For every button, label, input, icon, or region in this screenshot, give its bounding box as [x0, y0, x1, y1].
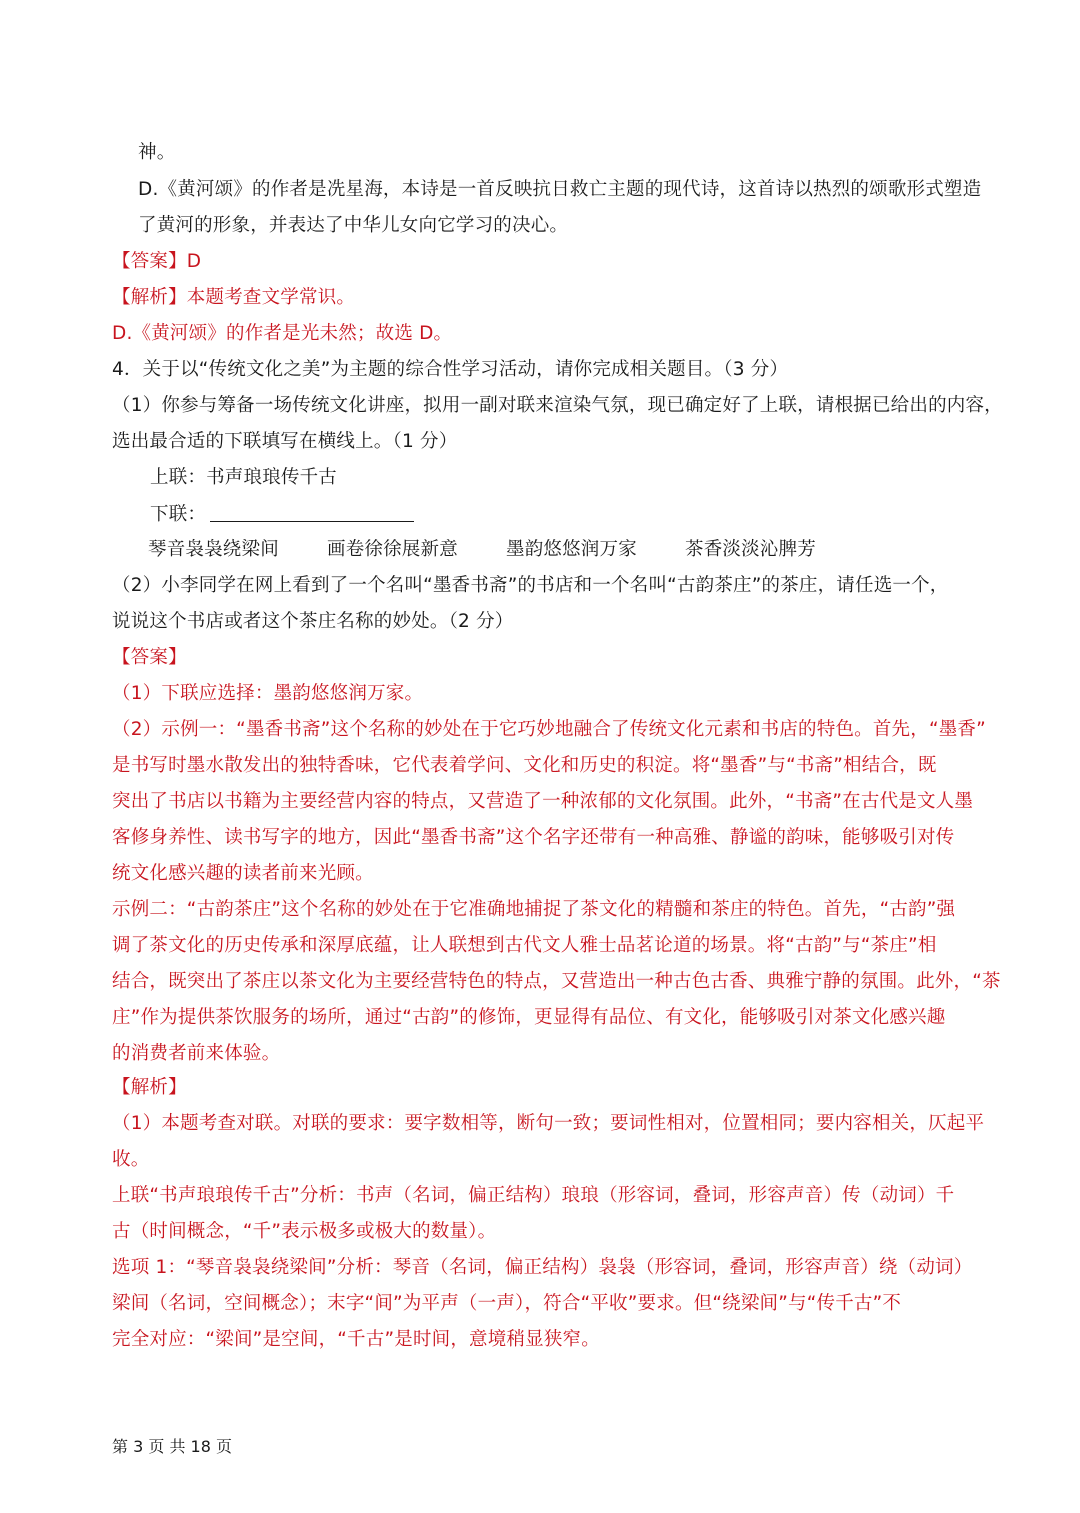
answer-example2: 庄”作为提供茶饮服务的场所，通过“古韵”的修饰，更显得有品位、有文化，能够吸引对茶文化感兴趣 [112, 1007, 946, 1028]
couplet-options [148, 537, 1008, 563]
prev-analysis-text: D.《黄河颂》的作者是光未然；故选 D。 [112, 323, 453, 344]
prev-option-d: D.《黄河颂》的作者是冼星海，本诗是一首反映抗日救亡主题的现代诗，这首诗以热烈的颂歌形式塑造 [138, 179, 982, 200]
option-1: 琴音袅袅绕梁间 [148, 539, 279, 560]
analysis-text: 选项 1：“琴音袅袅绕梁间”分析：琴音（名词，偏正结构）袅袅（形容词，叠词，形容声音）绕（动词） [112, 1257, 973, 1278]
analysis-text: 梁间（名词，空间概念）；末字“间”为平声（一声），符合“平收”要求。但“绕梁间”与“传千古”不 [112, 1293, 902, 1314]
analysis-label: 【解析】 [112, 1077, 187, 1098]
option-3: 墨韵悠悠润万家 [506, 539, 637, 560]
lower-couplet-label: 下联： [150, 504, 207, 525]
prev-analysis-label: 【解析】本题考查文学常识。 [112, 287, 356, 308]
answer-example2: 示例二：“古韵茶庄”这个名称的妙处在于它准确地捕捉了茶文化的精髓和茶庄的特色。首先，“古韵”强 [112, 899, 956, 920]
answer-example1: 是书写时墨水散发出的独特香味，它代表着学问、文化和历史的积淀。将“墨香”与“书斋”相结合，既 [112, 755, 937, 776]
question-4-part2: 说说这个书店或者这个茶庄名称的妙处。（2 分） [112, 611, 514, 632]
analysis-text: 收。 [112, 1149, 150, 1170]
analysis-text: 上联“书声琅琅传千古”分析：书声（名词，偏正结构）琅琅（形容词，叠词，形容声音）传（动词）千 [112, 1185, 955, 1206]
answer-example1: （2）示例一：“墨香书斋”这个名称的妙处在于它巧妙地融合了传统文化元素和书店的特色。首先，“墨香” [112, 719, 986, 740]
answer-label: 【答案】 [112, 647, 187, 668]
answer-example2: 结合，既突出了茶庄以茶文化为主要经营特色的特点，又营造出一种古色古香、典雅宁静的氛围。此外，“茶 [112, 971, 1001, 992]
prev-text-line: 神。 [138, 142, 176, 163]
answer-part1: （1）下联应选择：墨韵悠悠润万家。 [112, 683, 424, 704]
answer-example2: 的消费者前来体验。 [112, 1043, 281, 1064]
analysis-text: 古（时间概念，“千”表示极多或极大的数量）。 [112, 1221, 497, 1242]
answer-example1: 突出了书店以书籍为主要经营内容的特点，又营造了一种浓郁的文化氛围。此外，“书斋”在古代是文人墨 [112, 791, 974, 812]
answer-blank-line [210, 501, 414, 522]
answer-example2: 调了茶文化的历史传承和深厚底蕴，让人联想到古代文人雅士品茗论道的场景。将“古韵”与“茶庄”相 [112, 935, 937, 956]
question-4-part1: （1）你参与筹备一场传统文化讲座，拟用一副对联来渲染气氛，现已确定好了上联，请根据已给出的内容， [112, 395, 1003, 416]
question-4-title: 4．关于以“传统文化之美”为主题的综合性学习活动，请你完成相关题目。（3 分） [112, 359, 789, 380]
page-number-footer: 第 3 页 共 18 页 [112, 1437, 232, 1456]
question-4-part1: 选出最合适的下联填写在横线上。（1 分） [112, 431, 458, 452]
analysis-text: （1）本题考查对联。对联的要求：要字数相等，断句一致；要词性相对，位置相同；要内容相关，仄起平 [112, 1113, 985, 1134]
option-2: 画卷徐徐展新意 [327, 539, 458, 560]
upper-couplet: 上联：书声琅琅传千古 [150, 467, 338, 488]
analysis-text: 完全对应：“梁间”是空间，“千古”是时间，意境稍显狭窄。 [112, 1329, 600, 1350]
answer-example1: 客修身养性、读书写字的地方，因此“墨香书斋”这个名字还带有一种高雅、静谧的韵味，能够吸引对传 [112, 827, 955, 848]
answer-example1: 统文化感兴趣的读者前来光顾。 [112, 863, 374, 884]
prev-text-line: 了黄河的形象，并表达了中华儿女向它学习的决心。 [138, 215, 569, 236]
question-4-part2: （2）小李同学在网上看到了一个名叫“墨香书斋”的书店和一个名叫“古韵茶庄”的茶庄，请任选一个， [112, 575, 949, 596]
option-4: 茶香淡淡沁脾芳 [685, 539, 816, 560]
lower-couplet-row [150, 501, 1010, 528]
prev-answer: 【答案】D [112, 251, 202, 272]
